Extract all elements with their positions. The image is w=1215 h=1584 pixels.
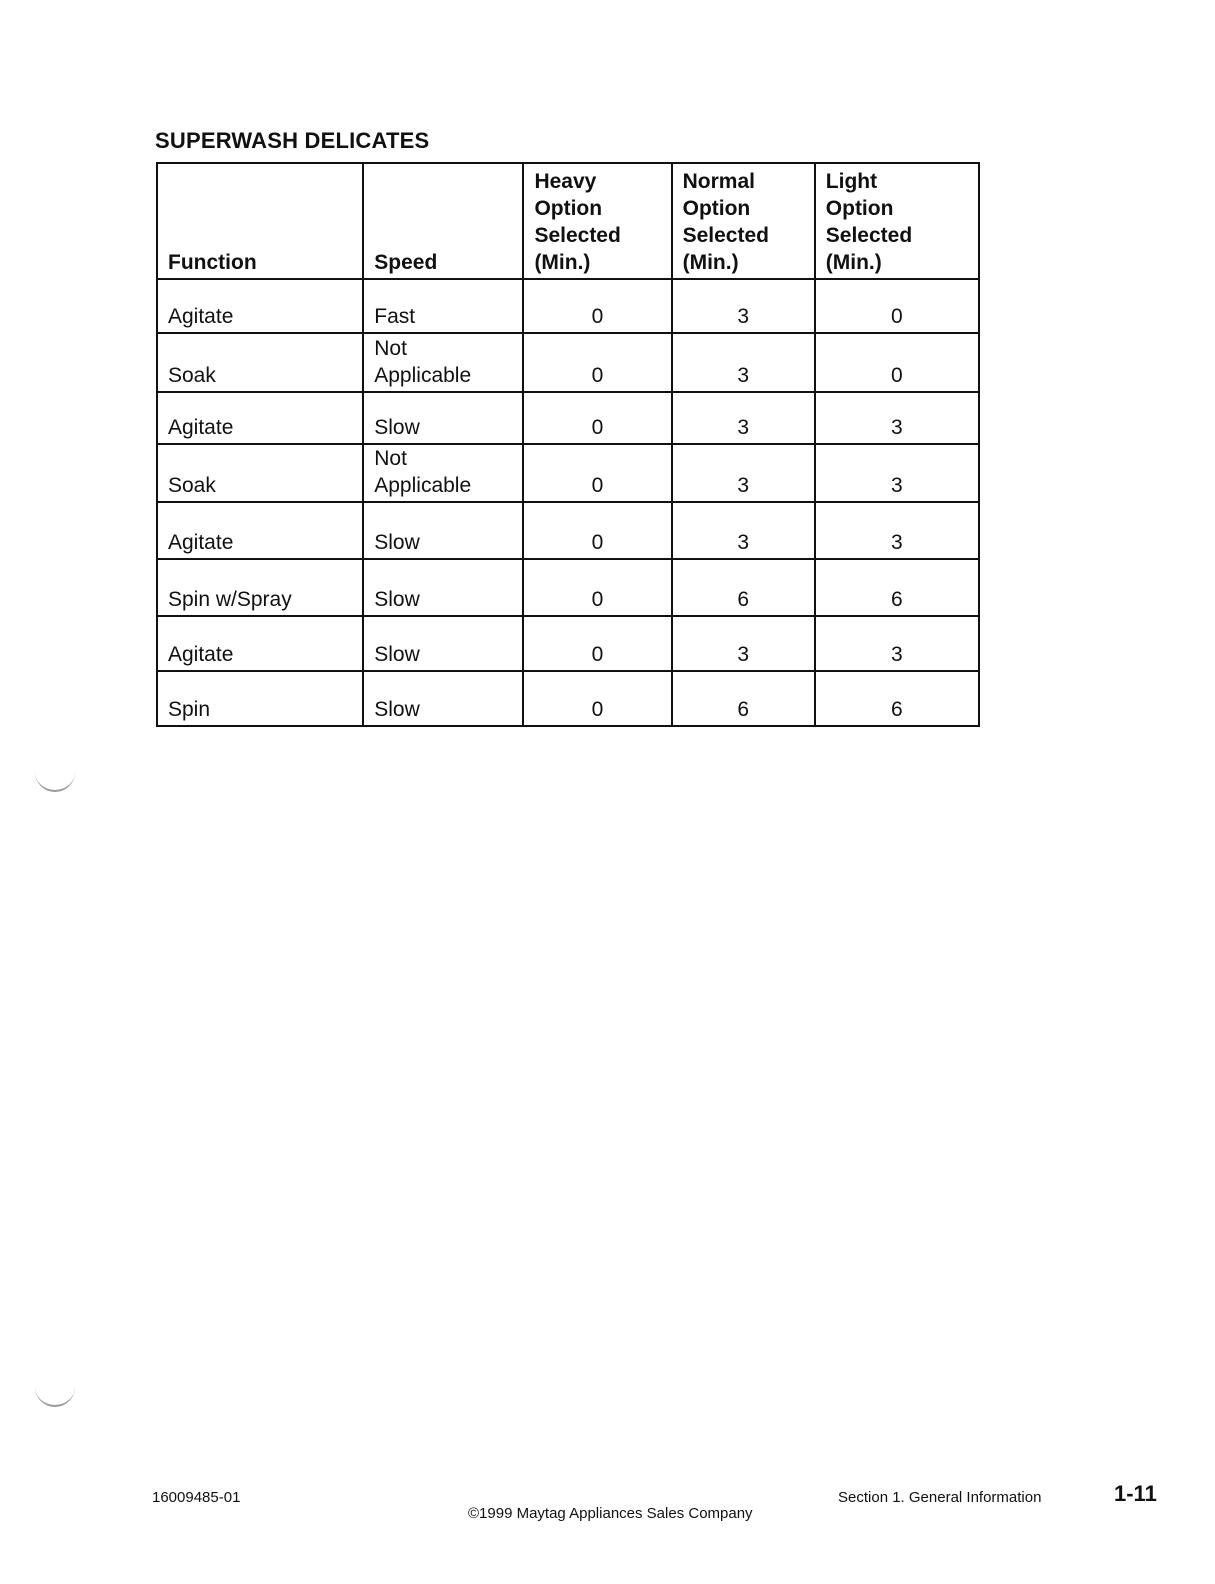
table-row [157, 333, 979, 392]
cell-heavy: 0 [523, 333, 671, 392]
cell-speed: Slow [363, 559, 523, 616]
cell-function: Soak [157, 444, 363, 502]
cell-normal: 3 [672, 279, 815, 333]
binding-hole-mark [35, 1385, 75, 1407]
cell-light: 6 [815, 559, 979, 616]
cell-light: 3 [815, 502, 979, 559]
cell-light: 3 [815, 392, 979, 444]
binding-hole-mark [35, 770, 75, 792]
header-function: Function [157, 163, 363, 279]
cell-light: 3 [815, 444, 979, 502]
cell-normal: 6 [672, 559, 815, 616]
footer-document-number: 16009485-01 [152, 1489, 241, 1506]
header-normal-option: Normal Option Selected (Min.) [672, 163, 815, 279]
cell-normal: 3 [672, 392, 815, 444]
cell-speed: Fast [363, 279, 523, 333]
cell-heavy: 0 [523, 444, 671, 502]
table-row [157, 444, 979, 502]
cell-heavy: 0 [523, 671, 671, 726]
cell-normal: 3 [672, 502, 815, 559]
footer-copyright: ©1999 Maytag Appliances Sales Company [468, 1505, 753, 1522]
cell-function: Spin [157, 671, 363, 726]
cell-heavy: 0 [523, 616, 671, 671]
cell-function: Agitate [157, 502, 363, 559]
cell-light: 0 [815, 279, 979, 333]
cell-heavy: 0 [523, 392, 671, 444]
table-row [157, 502, 979, 559]
cell-normal: 3 [672, 444, 815, 502]
cell-speed: Slow [363, 671, 523, 726]
page-title: SUPERWASH DELICATES [155, 128, 430, 153]
cycle-table [156, 162, 980, 727]
table-header-row [157, 163, 979, 279]
cell-function: Agitate [157, 392, 363, 444]
cell-heavy: 0 [523, 502, 671, 559]
table-row [157, 559, 979, 616]
table-row [157, 392, 979, 444]
cell-speed: Slow [363, 502, 523, 559]
table-row [157, 279, 979, 333]
cell-normal: 3 [672, 616, 815, 671]
cell-speed: Slow [363, 616, 523, 671]
header-speed: Speed [363, 163, 523, 279]
cell-heavy: 0 [523, 559, 671, 616]
cell-function: Soak [157, 333, 363, 392]
table-row [157, 671, 979, 726]
cell-function: Agitate [157, 279, 363, 333]
cell-speed: Slow [363, 392, 523, 444]
footer-section-label: Section 1. General Information [838, 1489, 1042, 1506]
cell-function: Agitate [157, 616, 363, 671]
header-light-option: Light Option Selected (Min.) [815, 163, 979, 279]
cell-light: 3 [815, 616, 979, 671]
cell-function: Spin w/Spray [157, 559, 363, 616]
cell-light: 0 [815, 333, 979, 392]
footer-page-number: 1-11 [1114, 1481, 1157, 1506]
cell-normal: 3 [672, 333, 815, 392]
cell-normal: 6 [672, 671, 815, 726]
cell-light: 6 [815, 671, 979, 726]
table-row [157, 616, 979, 671]
cell-heavy: 0 [523, 279, 671, 333]
header-heavy-option: Heavy Option Selected (Min.) [523, 163, 671, 279]
cell-speed: Not Applicable [363, 444, 523, 502]
cell-speed: Not Applicable [363, 333, 523, 392]
